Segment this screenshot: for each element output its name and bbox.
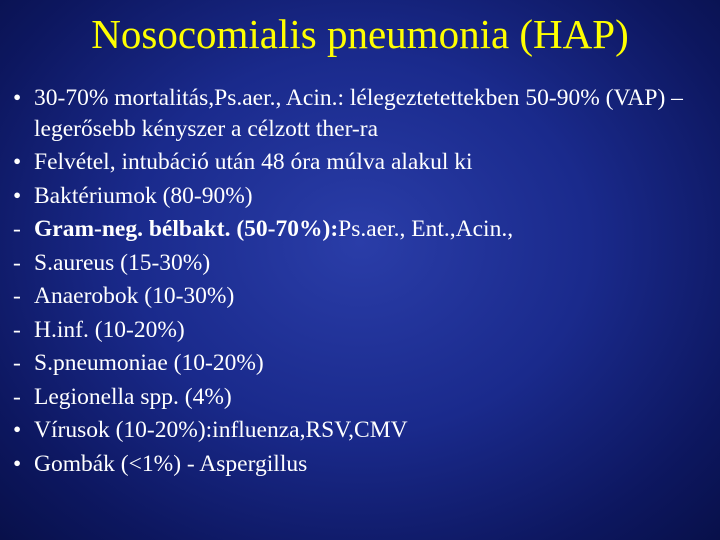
list-item-text: S.pneumoniae (10-20%) [34, 350, 264, 376]
dash-marker: - [13, 383, 21, 410]
dash-marker: - [13, 350, 21, 376]
list-item [0, 181, 720, 212]
list-item-text: Felvétel, intubáció után 48 óra múlva alakul ki [34, 149, 473, 175]
list-item-text: Vírusok (10-20%):influenza,RSV,CMV [34, 417, 408, 443]
list-item-text: Gombák (<1%) - Aspergillus [34, 450, 308, 477]
slide-title: Nosocomialis pneumonia (HAP) [91, 11, 629, 57]
list-item [0, 83, 720, 144]
list-item-text: Ps.aer., Ent.,Acin., [338, 216, 514, 242]
bullet-marker: • [13, 182, 22, 209]
list-item [0, 147, 720, 178]
dash-marker: - [13, 216, 21, 242]
list-item-text: Anaerobok (10-30%) [34, 283, 235, 309]
bullet-marker: • [13, 85, 22, 111]
list-item [0, 315, 720, 346]
list-item [0, 214, 720, 245]
dash-marker: - [13, 283, 21, 309]
dash-marker: - [13, 249, 21, 276]
list-item [0, 281, 720, 312]
bullet-marker: • [13, 450, 22, 477]
list-item [0, 449, 720, 480]
list-item-text: Baktériumok (80-90%) [34, 182, 253, 209]
list-item [0, 415, 720, 446]
list-item-bold-text: Gram-neg. bélbakt. (50-70%): [34, 216, 339, 242]
list-item-text: Legionella spp. (4%) [34, 383, 232, 410]
list-item-text: 30-70% mortalitás,Ps.aer., Acin.: lélegeztetettekben 50-90% (VAP) – legerősebb kényszer a célzott ther-ra [34, 85, 683, 142]
list-item-text: S.aureus (15-30%) [34, 249, 211, 276]
dash-marker: - [13, 316, 21, 343]
bullet-marker: • [13, 149, 22, 175]
list-item [0, 348, 720, 379]
bullet-marker: • [13, 417, 22, 443]
list-item-text: H.inf. (10-20%) [34, 316, 185, 343]
list-item [0, 248, 720, 279]
list-item [0, 382, 720, 413]
bullet-list [0, 83, 720, 482]
